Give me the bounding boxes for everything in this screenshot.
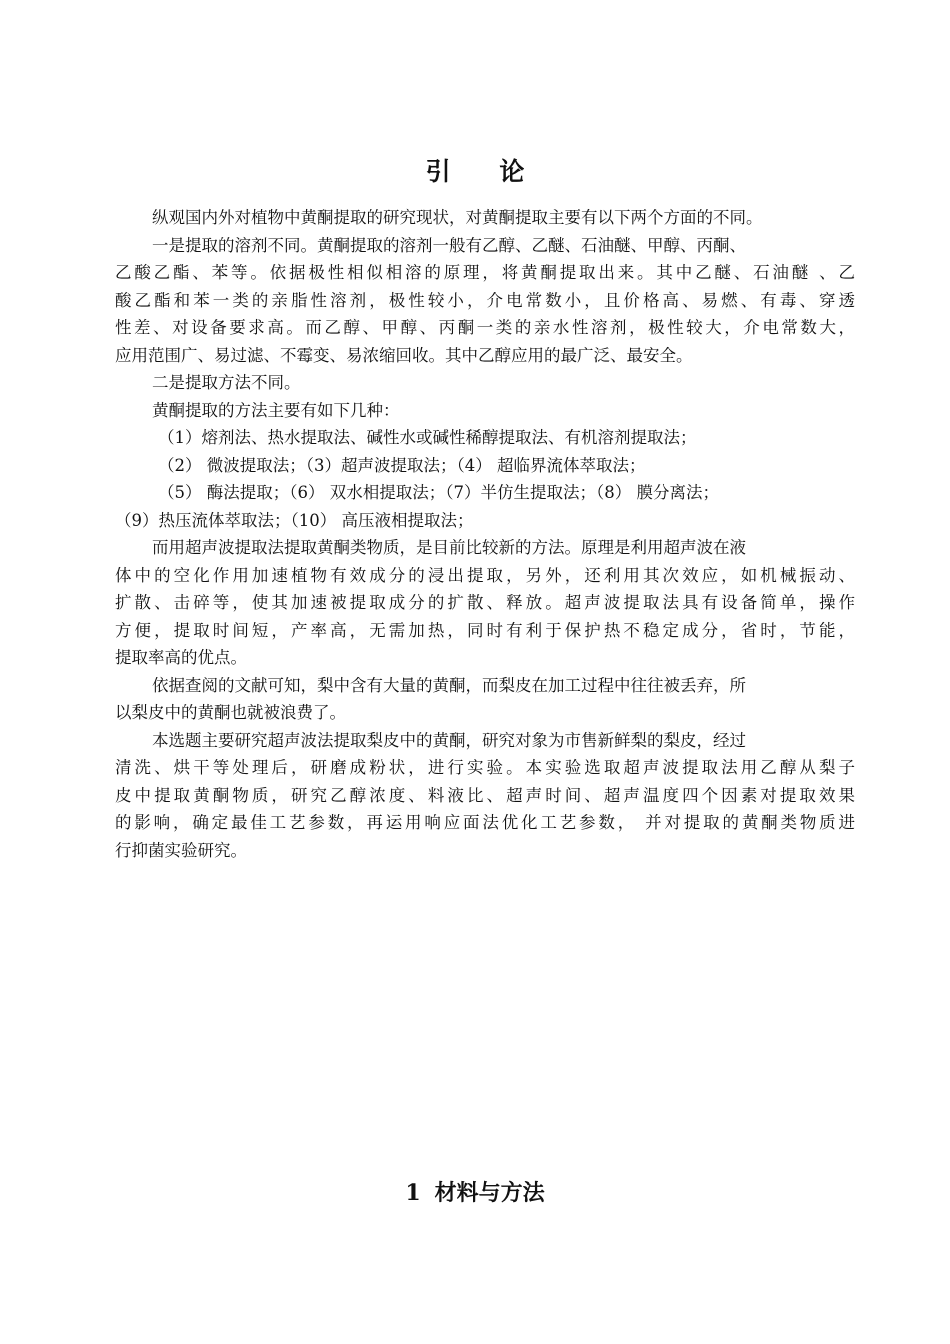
paragraph-line: 扩散、击碎等，使其加速被提取成分的扩散、释放。超声波提取法具有设备简单，操作 <box>115 593 855 612</box>
list-item-line: （9）热压流体萃取法；（10） 高压液相提取法； <box>115 510 474 530</box>
section-number: 1 <box>405 1180 421 1206</box>
paragraph-line: 二是提取方法不同。 <box>152 373 301 392</box>
intro-body <box>115 204 855 864</box>
section-heading <box>0 1177 950 1210</box>
paragraph-line: 方便，提取时间短，产率高，无需加热，同时有利于保护热不稳定成分，省时，节能， <box>115 620 855 640</box>
paragraph-line: 提取率高的优点。 <box>115 648 247 667</box>
paragraph-line: 以梨皮中的黄酮也就被浪费了。 <box>115 703 346 722</box>
list-item-line: （1）熔剂法、热水提取法、碱性水或碱性稀醇提取法、有机溶剂提取法； <box>158 428 697 447</box>
list-item-line: （5） 酶法提取；（6） 双水相提取法；（7）半仿生提取法；（8） 膜分离法； <box>158 483 719 502</box>
paragraph-line: 而用超声波提取法提取黄酮类物质，是目前比较新的方法。原理是利用超声波在液 <box>152 538 746 557</box>
paragraph-line: 酸乙酯和苯一类的亲脂性溶剂，极性较小，介电常数小，且价格高、易燃、有毒、穿透 <box>115 290 855 310</box>
paragraph-line: 体中的空化作用加速植物有效成分的浸出提取，另外，还利用其次效应，如机械振动、 <box>115 565 855 585</box>
paragraph-line: 清洗、烘干等处理后，研磨成粉状，进行实验。本实验选取超声波提取法用乙醇从梨子 <box>115 758 855 777</box>
paragraph-line: 一是提取的溶剂不同。黄酮提取的溶剂一般有乙醇、乙醚、石油醚、甲醇、丙酮、 <box>152 235 746 255</box>
intro-title: 引 论 <box>425 157 545 186</box>
paragraph-line: 性差、对设备要求高。而乙醇、甲醇、丙酮一类的亲水性溶剂，极性较大，介电常数大， <box>115 318 855 337</box>
paragraph-line: 应用范围广、易过滤、不霉变、易浓缩回收。其中乙醇应用的最广泛、最安全。 <box>115 345 693 365</box>
paragraph-line: 依据查阅的文献可知，梨中含有大量的黄酮，而梨皮在加工过程中往往被丢弃，所 <box>152 675 746 695</box>
paragraph-line: 乙酸乙酯、苯等。依据极性相似相溶的原理，将黄酮提取出来。其中乙醚、石油醚 、乙 <box>115 263 855 282</box>
paragraph-line: 行抑菌实验研究。 <box>115 840 247 860</box>
section-title: 材料与方法 <box>434 1181 545 1206</box>
paragraph-line: 纵观国内外对植物中黄酮提取的研究现状，对黄酮提取主要有以下两个方面的不同。 <box>152 208 763 227</box>
paragraph-line: 本选题主要研究超声波法提取梨皮中的黄酮，研究对象为市售新鲜梨的梨皮，经过 <box>152 730 746 750</box>
paragraph-line: 黄酮提取的方法主要有如下几种： <box>152 400 400 420</box>
list-item-line: （2） 微波提取法；（3）超声波提取法；（4） 超临界流体萃取法； <box>158 455 646 475</box>
paragraph-line: 皮中提取黄酮物质，研究乙醇浓度、料液比、超声时间、超声温度四个因素对提取效果 <box>115 785 855 805</box>
paragraph-line: 的影响，确定最佳工艺参数，再运用响应面法优化工艺参数， 并对提取的黄酮类物质进 <box>115 813 855 832</box>
